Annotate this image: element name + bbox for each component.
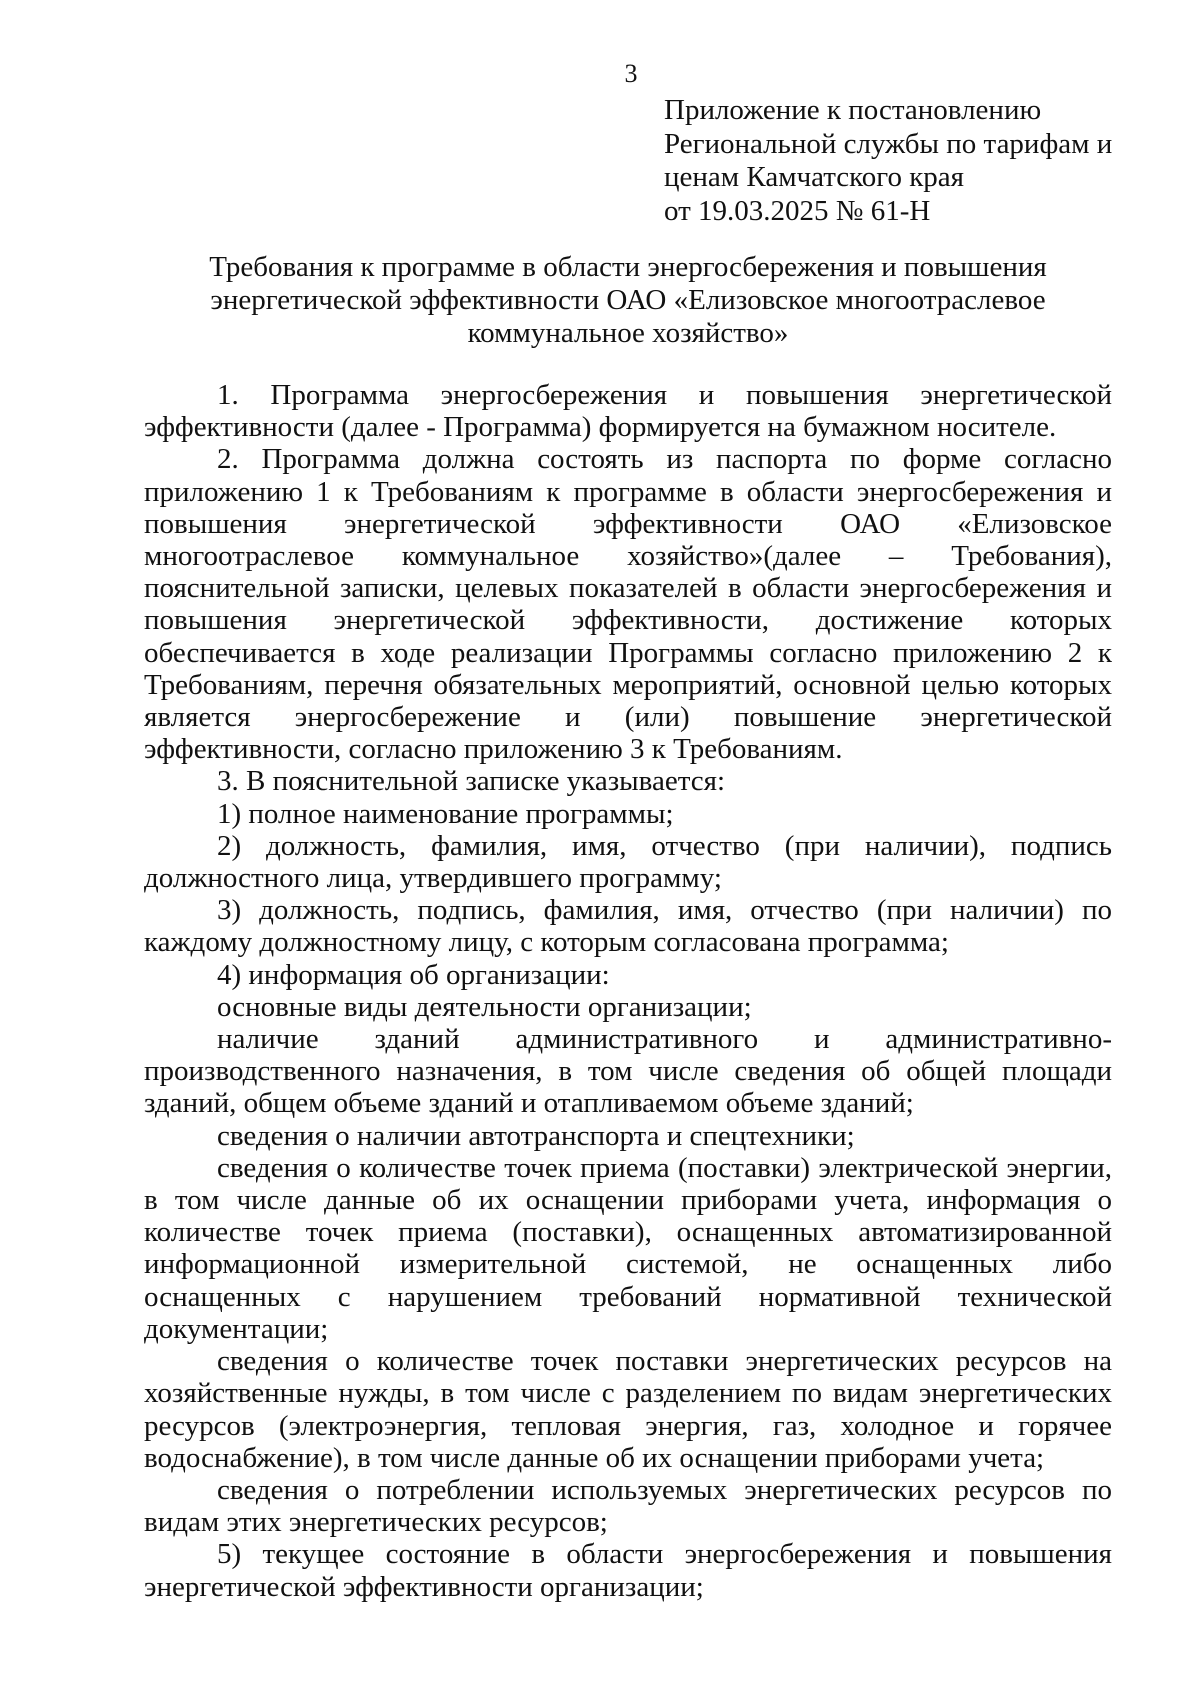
appendix-line: Приложение к постановлению [664,94,1042,126]
appendix-line: Региональной службы по тарифам и [664,127,1113,160]
paragraph-item-1: 1. Программа энергосбережения и повышения энергетической эффективности (далее - Программа) формируется на бумажном носителе. [144,379,1112,444]
document-title [144,251,1112,350]
subitem-electricity-points: сведения о количестве точек приема (поставки) электрической энергии, в том числе данные об их оснащении приборами учета, информация о количестве точек приема (поставки), оснащенных автоматизированной информационной измерительной системой, не оснащенных либо оснащенных с нарушением требований нормативной технической документации; [144,1151,1112,1345]
title-line: коммунальное хозяйство» [467,317,789,349]
list-item-3: 3) должность, подпись, фамилия, имя, отчество (при наличии) по каждому должностному лицу, с которым согласована программа; [144,894,1112,959]
list-item-5: 5) текущее состояние в области энергосбережения и повышения энергетической эффективности организации; [144,1538,1112,1603]
list-item-1: 1) полное наименование программы; [217,797,674,830]
subitem-vehicles: сведения о наличии автотранспорта и спецтехники; [217,1119,855,1152]
subitem-buildings: наличие зданий административного и административно-производственного назначения, в том числе сведения об общей площади зданий, общем объеме зданий и отапливаемом объеме зданий; [144,1023,1112,1120]
title-line: Требования к программе в области энергосбережения и повышения [209,251,1047,283]
list-item-2: 2) должность, фамилия, имя, отчество (при наличии), подпись должностного лица, утвердившего программу; [144,829,1112,895]
appendix-line: ценам Камчатского края [664,161,965,193]
appendix-header [664,94,1184,228]
paragraph-item-3: 3. В пояснительной записке указывается: [217,765,725,798]
subitem-activities: основные виды деятельности организации; [217,990,752,1023]
list-item-4: 4) информация об организации: [217,958,610,991]
document-body [144,379,1112,1603]
subitem-consumption: сведения о потреблении используемых энергетических ресурсов по видам этих энергетических ресурсов; [144,1473,1112,1539]
title-line: энергетической эффективности ОАО «Елизовское многоотраслевое [210,284,1046,316]
page-number: 3 [624,59,638,88]
subitem-supply-points: сведения о количестве точек поставки энергетических ресурсов на хозяйственные нужды, в том числе с разделением по видам энергетических ресурсов (электроэнергия, тепловая энергия, газ, холодное и горячее водоснабжение), в том числе данные об их оснащении приборами учета; [144,1345,1112,1474]
appendix-date-number: от 19.03.2025 № 61-Н [664,194,931,227]
paragraph-item-2: 2. Программа должна состоять из паспорта по форме согласно приложению 1 к Требованиям к программе в области энергосбережения и повышения энергетической эффективности ОАО «Елизовское многоотраслевое коммунальное хозяйство»(далее – Требования), пояснительной записки, целевых показателей в области энергосбережения и повышения энергетической эффективности, достижение которых обеспечивается в ходе реализации Программы согласно приложению 2 к Требованиям, перечня обязательных мероприятий, основной целью которых является энергосбережение и (или) повышение энергетической эффективности, согласно приложению 3 к Требованиям. [144,443,1112,766]
